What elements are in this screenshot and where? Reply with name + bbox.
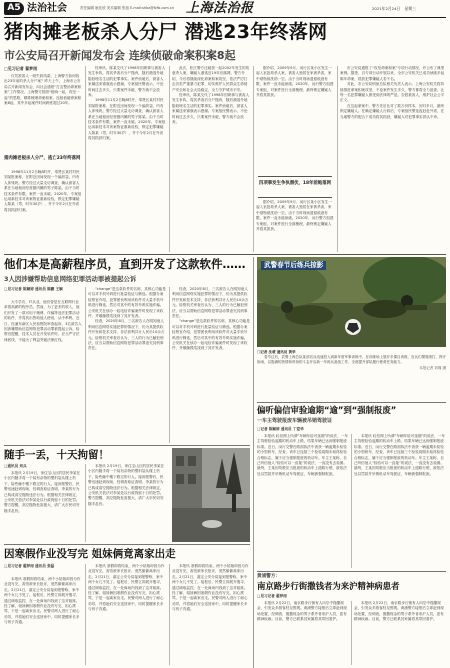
story2-paragraph-2b: 经查，2020年8月，三名被告人在明知他人利用信息网络实施犯罪的情况下，仍为其提供软件开发和技术支持，非法获利共计人民币10余万元。检察机关审查后认为，三人的行为已触犯刑法，应当以帮助信息网络犯罪活动罪追究其刑事责任。 (88, 319, 165, 351)
training-photo (257, 257, 446, 347)
photo-footer-line: 本报记者 刘瑾 摄 (419, 365, 446, 370)
story3-column-1 (4, 471, 82, 541)
story2-paragraph-3: 经查，2020年8月，三名被告人在明知他人利用信息网络实施犯罪的情况下，仍为其提供软件开发和技术支持，非法获利共计人民币10余万元。检察机关审查后认为，三人的行为已触犯刑法，应当以帮助信息网络犯罪活动罪追究其刑事责任。 (172, 287, 249, 319)
story4-paragraph-2: 本报讯 寒假即将结束，两个小姑娘却因为作业没写完，害怕被家长批评，竟然偷偷离家出走。2月21日，嘉定公安分局接到报警称，家中两个女儿不见了。接报后，民警立即展开搜寻，通过调取监控，在一处商场内找到了这对姐妹。经了解，姐妹俩因寒假作业没有写完，担心挨骂，于是一起离家出走。民警对两人进行了耐心劝导，并将她们安全送回家中，同时提醒家长多与孩子沟通。 (88, 564, 165, 612)
street-photo (172, 448, 250, 542)
story2-column-1 (4, 300, 82, 442)
lead-column-2 (88, 66, 166, 252)
story5-paragraph-2: 本报讯 轻信网上所谓“车辆年检可延期”的说法，一车主驾驶检验逾期的机动车上路，结果车辆已达到强制报废标准。近日，闵行交警在路面执法中查获一辆逾期未检验的小型轿车，经查，该车已连续三个检验周期未取得检验合格标志，属于应当强制报废的机动车。车主王某称，自己听信他人“检验可以一直拖”的说法，一直没有去检测。最终，王某因驾驶应当报废的机动车上道路行驶，被依法处以罚款并吊销机动车驾驶证，车辆被强制报废。 (354, 434, 445, 476)
lead-paragraph-3: 经审讯，陈某交代了1998年因琐事与被害人发生争执，将其杀害后分尸抛弃，随后潜逃外地隐姓埋名生活的犯罪事实。案件侦破后，被害人家属送来锦旗表示感谢。专案组民警表示，不论时间过去多久，只要案件未破，警方就不会放弃。 (88, 66, 166, 98)
story6-column-2 (354, 601, 446, 665)
story5-byline: □记者 陈颖婷 通讯员 丁爱华 (257, 427, 304, 431)
story3-paragraph-2: 本报讯 2月19日，家住宝山区的居民李某在小区内随手将一个装有杂物的塑料袋从楼上扔下，险些砸中楼下路过的行人。接到报警后，民警迅速赶到现场，经调查取证查明，李某的行为已构成高空抛物违法行为。根据相关法律规定，公安机关依法对李某处以行政拘留十日的处罚。警方提醒，高空抛物危害极大，请广大市民切勿随手乱扔。 (88, 464, 165, 506)
story6-byline: □见习记者 翟梦雨 (257, 594, 287, 598)
story6-paragraph-1: 本报讯 2月22日，南京路步行街有人向空中抛撒现金，引发众多游客驻足围观。黄浦警方接报后立即赶到现场处置，经调查，抛撒现金的男子系外省来沪人员，患有精神疾病。目前，警方已联系其家属将其带回看护。 (257, 601, 347, 622)
lead-column-3 (172, 66, 250, 252)
column-rule (169, 287, 170, 443)
issue-date (372, 6, 416, 11)
story5-subheadline: 一车主驾驶报废车辆被吊销驾驶证 (257, 418, 333, 424)
story6-subheadline: 黄浦警方： (257, 574, 280, 579)
story4-column-2 (88, 564, 166, 665)
column-rule (337, 66, 338, 252)
masthead-rule (4, 17, 446, 18)
newspaper-logo: 上海法治报 (186, 1, 254, 16)
story5-headline: 偏听偏信审验逾期“逾”到“强制报废” (257, 405, 397, 415)
story4-column-3 (172, 564, 250, 665)
lead-column-5 (340, 66, 446, 252)
soldier-2-arm (405, 305, 427, 310)
editor-line: 责任编辑 耿佳欣 美术编辑 张旭 E-mail:shbz@fzfb.com.cn (80, 6, 175, 10)
lead-paragraph-5: 据介绍，2009年9月，闵行区某小区发生一起入室抢劫杀人案，被害人独居在家被杀害，家中财物被洗劫一空。由于当时现场遗留痕迹有限，案件一直未能侦破。2020年，闵行警方组建专案组，对案件进行全面梳理，最终锁定嫌疑人并将其抓获。 (256, 66, 334, 98)
story3-headline: 随手一丢，十天拘留！ (4, 449, 109, 461)
lead-paragraph-4: 此次，松江警方还破获一起2002年发生的故意杀人案，嫌疑人潜逃近19年后落网。警方介绍，今后将继续深化命案积案攻坚，依法严厉打击各类严重暴力犯罪，切实维护人民群众生命财产安全和社会大局稳定，全力守护城市平安。 (172, 66, 250, 92)
story6-column-1 (257, 601, 348, 665)
story4-byline: □见习记者 翟梦雨 通讯员 张磊 (4, 564, 55, 568)
photo-tree-trunk (232, 494, 236, 512)
story5-column-1 (257, 434, 348, 568)
story2-paragraph-2: “change”是这款软件的名称，其核心功能是可以对手机号码进行批量验证与筛选。根据办案检察官介绍，犯罪团伙利用该软件对大量手机号码进行筛选，然后对其中的有效号码实施诈骗。公安机关在侦办一起电信诈骗案件时发现了该软件，并顺藤摸瓜找到了其开发者。 (88, 287, 166, 319)
lead-paragraph-7: 市公安局通报了“攻坚命案积案”专项行动情况，并公布了典型案例。据悉，自专项行动开展以来，全市公安机关已成功侦破多起陈年命案，抓获犯罪嫌疑人若干名。 (340, 66, 445, 81)
story4-paragraph-1: 本报讯 寒假即将结束，两个小姑娘却因为作业没写完，害怕被家长批评，竟然偷偷离家出走。2月21日，嘉定公安分局接到报警称，家中两个女儿不见了。接报后，民警立即展开搜寻，通过调取监控，在一处商场内找到了这对姐妹。经了解，姐妹俩因寒假作业没有写完，担心挨骂，于是一起离家出走。民警对两人进行了耐心劝导，并将她们安全送回家中，同时提醒家长多与孩子沟通。 (4, 577, 81, 625)
story3-paragraph-1: 本报讯 2月19日，家住宝山区的居民李某在小区内随手将一个装有杂物的塑料袋从楼上扔下，险些砸中楼下路过的行人。接到报警后，民警迅速赶到现场，经调查取证查明，李某的行为已构成高空抛物违法行为。根据相关法律规定，公安机关依法对李某处以行政拘留十日的处罚。警方提醒，高空抛物危害极大，请广大市民切勿随手乱扔。 (4, 471, 81, 513)
lead-subhead-1: 猪肉摊老板杀人分尸，逃亡23年终落网 (4, 156, 81, 161)
page-number (4, 2, 24, 15)
lead-boxed-quote-text: 四项事发生争执潜伏，18年前她落网 (259, 181, 331, 186)
weekday-text: 星期三 (404, 6, 416, 11)
lead-column-1 (4, 74, 82, 154)
story2-column-3 (172, 287, 250, 443)
story6-headline: 南京路步行街撒钱者为来沪精神病患者 (257, 581, 400, 591)
story5-paragraph-1: 本报讯 轻信网上所谓“车辆年检可延期”的说法，一车主驾驶检验逾期的机动车上路，结果车辆已达到强制报废标准。近日，闵行交警在路面执法中查获一辆逾期未检验的小型轿车，经查，该车已连续三个检验周期未取得检验合格标志，属于应当强制报废的机动车。车主王某称，自己听信他人“检验可以一直拖”的说法，一直没有去检测。最终，王某因驾驶应当报废的机动车上道路行驶，被依法处以罚款并吊销机动车驾驶证，车辆被强制报废。 (257, 434, 348, 476)
photo-caption-byline: □记者 沈裴 通讯员 黄华 (257, 350, 296, 354)
column-rule (85, 564, 86, 665)
story4-paragraph-3: 本报讯 寒假即将结束，两个小姑娘却因为作业没写完，害怕被家长批评，竟然偷偷离家出走。2月21日，嘉定公安分局接到报警称，家中两个女儿不见了。接报后，民警立即展开搜寻，通过调取监控，在一处商场内找到了这对姐妹。经了解，姐妹俩因寒假作业没有写完，担心挨骂，于是一起离家出走。民警对两人进行了耐心劝导，并将她们安全送回家中，同时提醒家长多与孩子沟通。 (172, 564, 249, 612)
lead-column-4b (256, 200, 334, 252)
lead-boxed-quote (258, 176, 332, 198)
story2-subheadline: 3人因涉嫌帮助信息网络犯罪活动罪被提起公诉 (4, 275, 137, 283)
section-divider (257, 571, 446, 572)
column-rule (85, 464, 86, 542)
lead-paragraph-2: 1998年11月2日晚8时许，奉贤区某村村民刘某报案称，在附近田间发现一个编织袋，内有人体残块。警方经过大量走访调查，确认被害人系在当地租房经营猪肉摊的男子陈某。由于当时技术条件有限，案件一直未破。2020年，专案组运用新技术对该案物证重新检验，锁定犯罪嫌疑人陈某（男，时年30岁），并于今年2月在外省将其抓获归案。 (4, 170, 82, 212)
lead-subheadline: 市公安局召开新闻发布会 连续侦破命案积案8起 (4, 49, 236, 62)
lead-paragraph-9: 在这起命案中，警方先后比对了数万份样本，历时多月，最终锁定嫌疑人。在确定嫌疑人行踪后，专案组民警连夜赶赴外省，在当地警方的配合下成功将其抓获，嫌疑人对犯罪事实供认不讳。 (340, 103, 445, 119)
story2-column-2 (88, 287, 166, 443)
street-photo-image (172, 448, 250, 542)
section-divider (4, 254, 446, 255)
lead-paragraph-6: 据介绍，2009年9月，闵行区某小区发生一起入室抢劫杀人案，被害人独居在家被杀害，家中财物被洗劫一空。由于当时现场遗留痕迹有限，案件一直未能侦破。2020年，闵行警方组建专案组，对案件进行全面梳理，最终锁定嫌疑人并将其抓获。 (256, 200, 334, 232)
photo-window (188, 474, 196, 484)
story2-byline: □见习记者 陈颖婷 通讯员 陈鹏 王颖 (4, 287, 63, 291)
photo-debris (202, 520, 222, 528)
lead-paragraph-1: 仅凭被害人一段失踪线索，上海警方如何找出23年前的杀人分尸案？昨天上午，上海市公安局召开新闻发布会，向社会通报“打击整治命案积案”工作情况，上海警方按照“枪响一起，攻坚一起”的思路，精准梳理命案积案，连续侦破命案积案8起，其中多起案件时间跨度超过20年。 (4, 74, 82, 106)
page-number-text: A5 (7, 3, 21, 13)
lead-column-1b (4, 170, 82, 250)
section-title: 法治社会 (27, 3, 67, 14)
training-photo-image (257, 257, 446, 347)
column-rule (85, 66, 86, 252)
story4-headline: 因寒假作业没写完 姐妹俩竟离家出走 (4, 548, 176, 560)
story2-paragraph-3b: “change”是这款软件的名称，其核心功能是可以对手机号码进行批量验证与筛选。根据办案检察官介绍，犯罪团伙利用该软件对大量手机号码进行筛选，然后对其中的有效号码实施诈骗。公安机关在侦办一起电信诈骗案件时发现了该软件，并顺藤摸瓜找到了其开发者。 (172, 319, 250, 351)
column-rule (351, 434, 352, 568)
photo-window (176, 474, 184, 484)
lead-paragraph-3b: 1998年11月2日晚8时许，奉贤区某村村民刘某报案称，在附近田间发现一个编织袋，内有人体残块。警方经过大量走访调查，确认被害人系在当地租房经营猪肉摊的男子陈某。由于当时技术条件有限，案件一直未破。2020年，专案组运用新技术对该案物证重新检验，锁定犯罪嫌疑人陈某（男，时年30岁），并于今年2月在外省将其抓获归案。 (88, 98, 166, 141)
story3-byline: □通讯员 刘兵 (4, 464, 27, 468)
lead-paragraph-4b: 经审讯，陈某交代了1998年因琐事与被害人发生争执，将其杀害后分尸抛弃，随后潜逃外地隐姓埋名生活的犯罪事实。案件侦破后，被害人家属送来锦旗表示感谢。专案组民警表示，不论时间过去多久，只要案件未破，警方就不会放弃。 (172, 93, 250, 125)
story3-column-2 (88, 464, 166, 542)
story2-paragraph-1: 大专学历、IT从业，他们曾是在互联网行业拿着高薪的程序员。然而，为了更多的收入，他们开发了一款可用于赌博、诈骗等违法犯罪活动的软件，并将其出售给他人使用，从中牟利。近日，经浦东新区人民检察院审查起诉，3名被告人因涉嫌帮助信息网络犯罪活动罪被提起公诉。检察官提醒，技术人员在开发软件时，应当严守法律底线，不能为了利益突破法律红线。 (4, 300, 82, 342)
column-rule (253, 257, 254, 668)
soldier-2 (363, 300, 407, 318)
column-rule (351, 601, 352, 665)
photo-caption-body: 春节过后，武警上海总队某部官兵迅速投入到新年度军事训练中，在训练场上展开多课目训练，官兵们摸爬滚打、挥汗如雨，以饱满的热情和昂扬的斗志开启新一年练兵备战工作，全面提升部队履行使命任务能力。 (257, 355, 446, 365)
photo-caption (257, 350, 446, 400)
lead-column-4 (256, 66, 334, 174)
section-divider (4, 445, 250, 446)
photo-caption-banner-text: 武警春节后练兵掠影 (264, 261, 324, 269)
section-divider (4, 544, 250, 545)
lead-headline: 猪肉摊老板杀人分尸 潜逃23年终落网 (4, 21, 328, 43)
column-rule (85, 287, 86, 443)
section-divider (257, 402, 446, 403)
lead-byline: □见习记者 翟梦雨 (4, 66, 38, 71)
photo-window (188, 456, 196, 466)
photo-caption-banner (261, 261, 326, 270)
story6-paragraph-2: 本报讯 2月22日，南京路步行街有人向空中抛撒现金，引发众多游客驻足围观。黄浦警方接报后立即赶到现场处置，经调查，抛撒现金的男子系外省来沪人员，患有精神疾病。目前，警方已联系其家属将其带回看护。 (354, 601, 444, 622)
story5-column-2 (354, 434, 446, 568)
story2-headline: 他们本是高薪程序员，直到开发了这款软件…… (4, 257, 246, 271)
column-rule (169, 564, 170, 665)
date-text: 2021年2月24日 (372, 6, 401, 11)
soldier-1-head (281, 301, 293, 313)
lead-paragraph-8: 对此，市公安局刑侦总队相关负责人表示，上海公安机关将持续推进命案积案攻坚，不论案件发生多久，警方都将全力追查，让每一名犯罪嫌疑人都受到法律的严惩，告慰被害人，维护社会公平正义。 (340, 82, 445, 103)
story4-column-1 (4, 577, 82, 665)
column-rule (253, 66, 254, 252)
column-rule (169, 66, 170, 252)
photo-window (176, 456, 184, 466)
